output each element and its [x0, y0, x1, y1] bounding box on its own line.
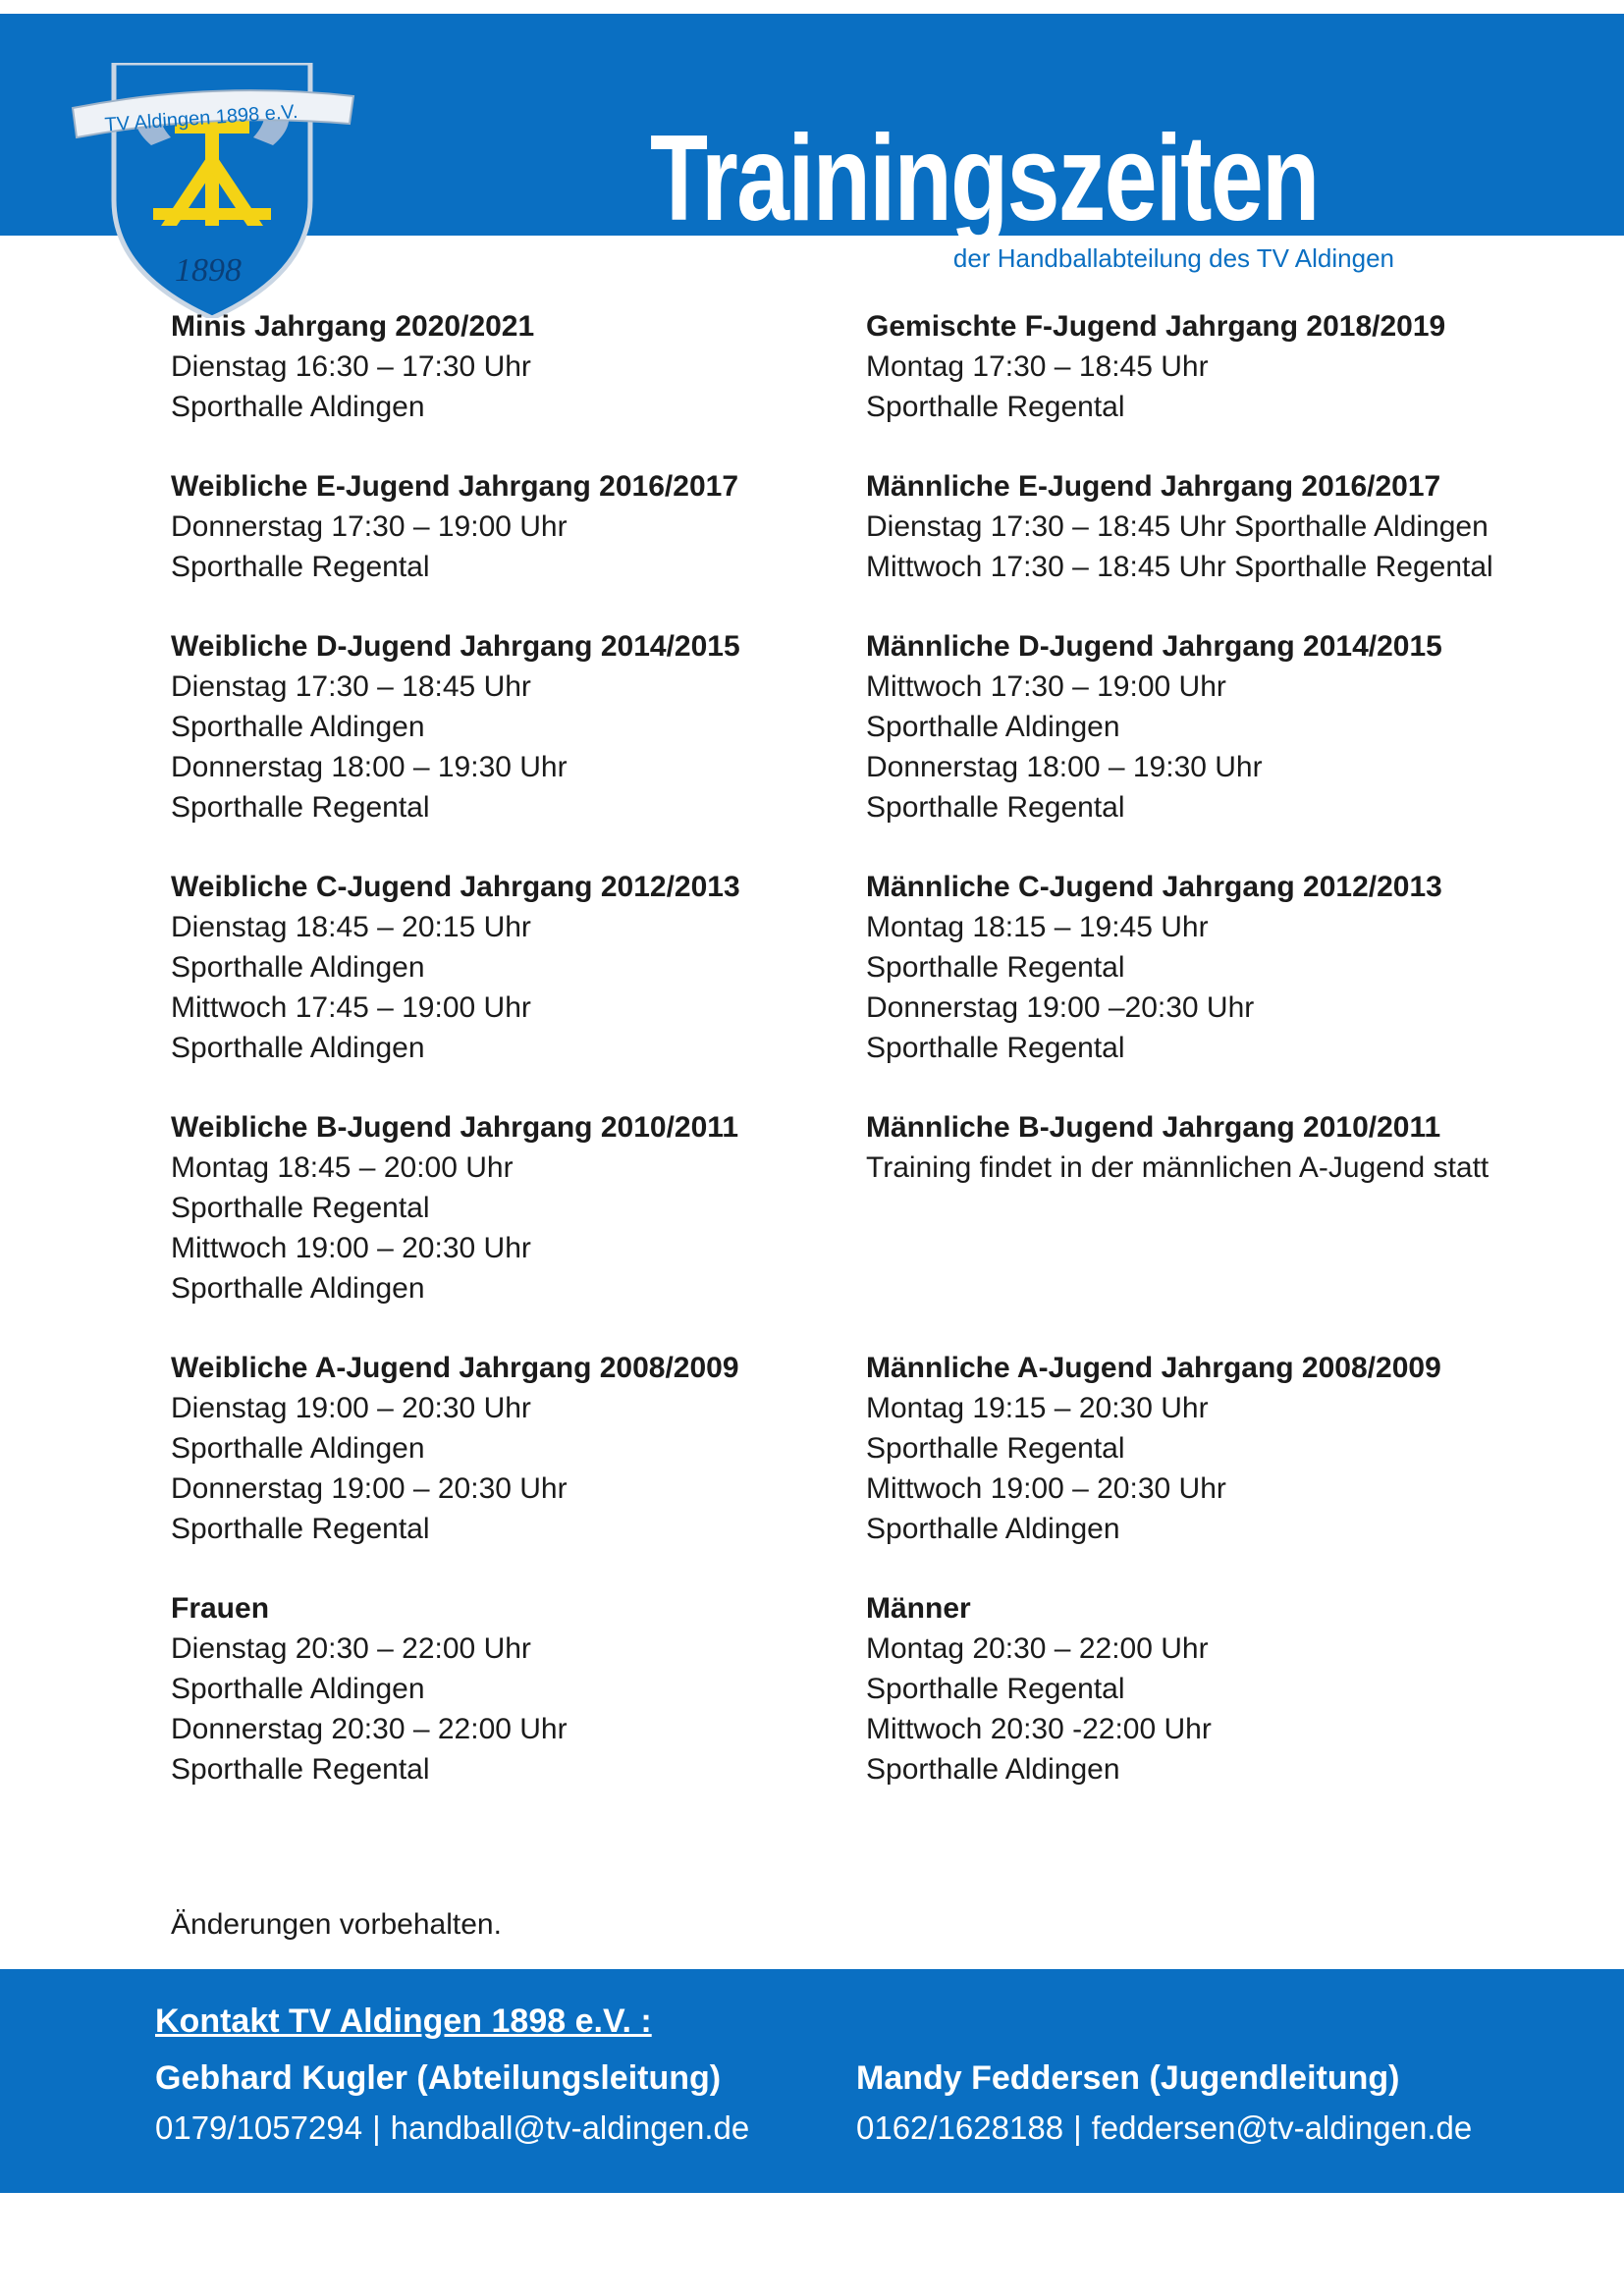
schedule-line: Sporthalle Aldingen: [171, 711, 425, 743]
team-title: Weibliche E-Jugend Jahrgang 2016/2017: [171, 470, 738, 503]
left-column: [171, 306, 878, 1829]
schedule-line: Sporthalle Aldingen: [866, 1513, 1120, 1545]
team-block: [866, 1348, 1573, 1549]
schedule-line: Sporthalle Aldingen: [171, 1432, 425, 1465]
schedule-line: Sporthalle Aldingen: [171, 1272, 425, 1305]
contact-block: [155, 2056, 749, 2156]
schedule-line: Sporthalle Aldingen: [866, 711, 1120, 743]
team-block: [171, 626, 878, 828]
team-block: [171, 466, 878, 587]
schedule-line: Training findet in der männlichen A-Jugend statt: [866, 1151, 1489, 1184]
changes-note: Änderungen vorbehalten.: [171, 1908, 502, 1941]
page-subtitle: der Handballabteilung des TV Aldingen: [952, 243, 1394, 273]
team-title: Weibliche C-Jugend Jahrgang 2012/2013: [171, 871, 740, 903]
schedule-line: [866, 1228, 1573, 1268]
schedule-line: Sporthalle Regental: [866, 951, 1125, 984]
team-block: [171, 306, 878, 427]
contact-heading: Kontakt TV Aldingen 1898 e.V. :: [155, 2002, 652, 2040]
schedule-line: Donnerstag 19:00 – 20:30 Uhr: [171, 1472, 568, 1505]
schedule-line: Sporthalle Regental: [866, 791, 1125, 824]
team-block: [866, 466, 1573, 587]
schedule-line: Mittwoch 17:45 – 19:00 Uhr: [171, 991, 531, 1024]
schedule-line: Mittwoch 17:30 – 18:45 Uhr Sporthalle Regental: [866, 551, 1493, 583]
right-column: [866, 306, 1573, 1829]
schedule-line: Sporthalle Aldingen: [866, 1753, 1120, 1786]
team-title: Gemischte F-Jugend Jahrgang 2018/2019: [866, 310, 1446, 343]
schedule-line: Donnerstag 20:30 – 22:00 Uhr: [171, 1713, 568, 1745]
schedule-line: Sporthalle Regental: [866, 1432, 1125, 1465]
schedule-line: Donnerstag 17:30 – 19:00 Uhr: [171, 510, 568, 543]
schedule-line: Sporthalle Regental: [171, 1513, 430, 1545]
team-block: [171, 1348, 878, 1549]
club-logo: [65, 63, 371, 318]
schedule-line: Dienstag 18:45 – 20:15 Uhr: [171, 911, 531, 943]
schedule-line: Montag 18:45 – 20:00 Uhr: [171, 1151, 514, 1184]
schedule-line: Montag 20:30 – 22:00 Uhr: [866, 1632, 1209, 1665]
team-title: Männliche D-Jugend Jahrgang 2014/2015: [866, 630, 1442, 663]
schedule-line: Montag 19:15 – 20:30 Uhr: [866, 1392, 1209, 1424]
team-title: Männliche B-Jugend Jahrgang 2010/2011: [866, 1111, 1441, 1144]
schedule-line: Dienstag 17:30 – 18:45 Uhr: [171, 670, 531, 703]
contact-name: Gebhard Kugler (Abteilungsleitung): [155, 2059, 722, 2097]
team-block: [866, 306, 1573, 427]
contact-info: [155, 2101, 749, 2156]
team-title: Männer: [866, 1592, 971, 1625]
contact-name: Mandy Feddersen (Jugendleitung): [856, 2059, 1400, 2097]
team-title: Männliche E-Jugend Jahrgang 2016/2017: [866, 470, 1441, 503]
schedule-line: Donnerstag 18:00 – 19:30 Uhr: [866, 751, 1263, 783]
phone-number[interactable]: 0162/1628188: [856, 2109, 1064, 2146]
schedule-line: Sporthalle Regental: [171, 1192, 430, 1224]
schedule-line: Dienstag 17:30 – 18:45 Uhr Sporthalle Aldingen: [866, 510, 1489, 543]
page-title: Trainingszeiten: [650, 111, 1319, 246]
schedule-line: Montag 17:30 – 18:45 Uhr: [866, 350, 1209, 383]
team-block: [171, 1107, 878, 1308]
schedule-line: Sporthalle Regental: [171, 1753, 430, 1786]
contact-info: [856, 2101, 1472, 2156]
team-block: [171, 867, 878, 1068]
schedule-line: Mittwoch 17:30 – 19:00 Uhr: [866, 670, 1226, 703]
schedule-line: Sporthalle Aldingen: [171, 391, 425, 423]
separator: |: [1073, 2109, 1082, 2146]
schedule-line: Dienstag 16:30 – 17:30 Uhr: [171, 350, 531, 383]
team-title: Männliche A-Jugend Jahrgang 2008/2009: [866, 1352, 1441, 1384]
team-title: Männliche C-Jugend Jahrgang 2012/2013: [866, 871, 1442, 903]
phone-number[interactable]: 0179/1057294: [155, 2109, 363, 2146]
email-link[interactable]: feddersen@tv-aldingen.de: [1091, 2109, 1473, 2146]
schedule-line: Sporthalle Aldingen: [171, 1032, 425, 1064]
schedule-line: Donnerstag 19:00 –20:30 Uhr: [866, 991, 1255, 1024]
schedule-line: Montag 18:15 – 19:45 Uhr: [866, 911, 1209, 943]
schedule-line: Dienstag 19:00 – 20:30 Uhr: [171, 1392, 531, 1424]
schedule-line: [866, 1188, 1573, 1228]
schedule-line: Dienstag 20:30 – 22:00 Uhr: [171, 1632, 531, 1665]
team-title: Weibliche D-Jugend Jahrgang 2014/2015: [171, 630, 740, 663]
team-title: Minis Jahrgang 2020/2021: [171, 310, 535, 343]
logo-year: 1898: [175, 252, 242, 289]
schedule-line: Sporthalle Regental: [866, 391, 1125, 423]
schedule-line: Sporthalle Regental: [866, 1673, 1125, 1705]
team-block: [866, 867, 1573, 1068]
contact-footer: [0, 1969, 1624, 2193]
schedule-line: Donnerstag 18:00 – 19:30 Uhr: [171, 751, 568, 783]
separator: |: [372, 2109, 381, 2146]
schedule-line: Mittwoch 20:30 -22:00 Uhr: [866, 1713, 1212, 1745]
schedule-line: Sporthalle Regental: [866, 1032, 1125, 1064]
schedule-line: [866, 1268, 1573, 1308]
schedule-line: Sporthalle Regental: [171, 551, 430, 583]
logo-text: TV Aldingen 1898 e.V.: [103, 100, 299, 136]
team-block: [866, 1107, 1573, 1308]
schedule-line: Mittwoch 19:00 – 20:30 Uhr: [866, 1472, 1226, 1505]
team-title: Weibliche A-Jugend Jahrgang 2008/2009: [171, 1352, 739, 1384]
contact-block: [856, 2056, 1472, 2156]
team-title: Frauen: [171, 1592, 270, 1625]
team-title: Weibliche B-Jugend Jahrgang 2010/2011: [171, 1111, 738, 1144]
email-link[interactable]: handball@tv-aldingen.de: [390, 2109, 750, 2146]
schedule-line: Mittwoch 19:00 – 20:30 Uhr: [171, 1232, 531, 1264]
schedule-line: Sporthalle Regental: [171, 791, 430, 824]
team-block: [866, 626, 1573, 828]
schedule-line: Sporthalle Aldingen: [171, 951, 425, 984]
team-block: [171, 1588, 878, 1789]
schedule-line: Sporthalle Aldingen: [171, 1673, 425, 1705]
team-block: [866, 1588, 1573, 1789]
